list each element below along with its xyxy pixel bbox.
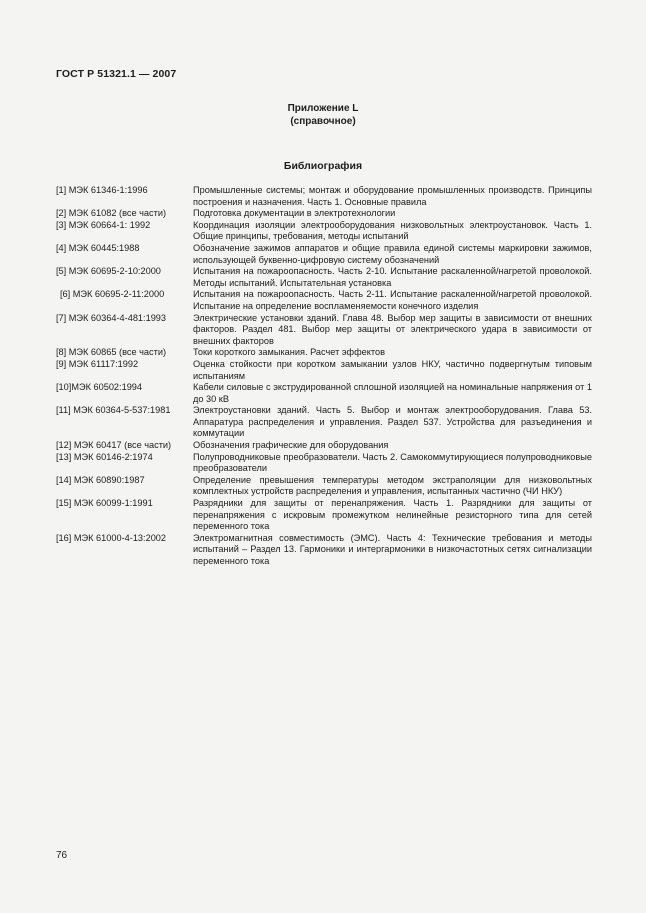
entry-reference: [13] МЭК 60146-2:1974 — [56, 451, 153, 462]
entry-description: Оценка стойкости при коротком замыкании узлов НКУ, частично подвергнутым типовым испытаниям — [193, 358, 592, 381]
entry-reference: [10]МЭК 60502:1994 — [56, 382, 143, 393]
bibliography-entry — [56, 382, 592, 405]
bibliography-entry — [56, 452, 592, 475]
bibliography-title: Библиография — [283, 160, 363, 172]
entry-reference: [1] МЭК 61346-1:1996 — [56, 185, 148, 195]
bibliography-entry — [56, 243, 592, 266]
bibliography-entry — [56, 313, 592, 348]
appendix-heading — [0, 102, 646, 128]
entry-reference: [16] МЭК 61000-4-13:2002 — [56, 532, 167, 543]
entry-reference: [3] МЭК 60664-1: 1992 — [56, 219, 151, 230]
entry-reference: [7] МЭК 60364-4-481:1993 — [56, 312, 167, 323]
entry-description: Испытания на пожароопасность. Часть 2-11. Испытание раскаленной/нагретой проволокой. Испытание на определение воспламеняемости конечного изделия — [193, 289, 592, 311]
bibliography-entry — [56, 266, 592, 289]
entry-description: Токи короткого замыкания. Расчет эффектов — [193, 347, 385, 358]
entry-reference: [2] МЭК 61082 (все части) — [56, 208, 167, 219]
entry-reference: [6] МЭК 60695-2-11:2000 — [60, 289, 165, 300]
entry-reference: [15] МЭК 60099-1:1991 — [56, 498, 153, 509]
entry-description: Кабели силовые с экструдированной сплошной изоляцией на номинальные напряжения от 1 до 30 кВ — [193, 382, 592, 404]
entry-description: Электроустановки зданий. Часть 5. Выбор и монтаж электрооборудования. Глава 53. Аппаратура распределения и управления. Раздел 537. Устройства для разъединения и коммутации — [193, 405, 592, 439]
entry-description: Электромагнитная совместимость (ЭМС). Часть 4: Технические требования и методы испытаний – Раздел 13. Гармоники и интергармоники в низкочастотных сетях сигнализации переменного тока — [193, 532, 592, 566]
entry-description: Испытания на пожароопасность. Часть 2-10. Испытание раскаленной/нагретой проволокой. Методы испытаний. Испытательная установка — [193, 266, 592, 288]
bibliography-list — [56, 185, 592, 568]
appendix-title: Приложение L — [287, 103, 359, 114]
entry-reference: [11] МЭК 60364-5-537:1981 — [56, 405, 171, 416]
entry-description: Обозначения графические для оборудования — [193, 440, 389, 451]
entry-description: Координация изоляции электрооборудования низковольтных электроустановок. Часть 1. Общие принципы, требования, методы испытаний — [193, 219, 592, 242]
entry-reference: [8] МЭК 60865 (все части) — [56, 347, 167, 358]
entry-reference: [12] МЭК 60417 (все части) — [56, 440, 172, 451]
bibliography-entry — [56, 405, 592, 440]
bibliography-entry — [56, 440, 592, 452]
entry-description: Подготовка документации в электротехнологии — [193, 208, 396, 219]
page-number: 76 — [56, 850, 68, 861]
entry-description: Промышленные системы; монтаж и оборудование промышленных производств. Принципы построения и назначения. Часть 1. Основные правила — [193, 185, 592, 207]
entry-reference: [9] МЭК 61117:1992 — [56, 358, 139, 369]
entry-description: Полупроводниковые преобразователи. Часть 2. Самокоммутирующиеся полупроводниковые преобразователи — [193, 451, 592, 474]
entry-description: Определение превышения температуры методом экстраполяции для низковольтных комплектных устройств распределения и управления, испытанных частично (ЧИ НКУ) — [193, 474, 592, 497]
entry-description: Обозначение зажимов аппаратов и общие правила единой системы маркировки зажимов, использующей буквенно-цифровую систему обозначений — [193, 242, 592, 265]
entry-description: Разрядники для защиты от перенапряжения. Часть 1. Разрядники для защиты от перенапряжения с искровым промежутком нелинейные резисторного типа для сетей переменного тока — [193, 498, 592, 532]
bibliography-entry — [56, 185, 592, 208]
bibliography-entry — [56, 533, 592, 568]
bibliography-entry — [56, 498, 592, 533]
bibliography-entry — [56, 347, 592, 359]
entry-description: Электрические установки зданий. Глава 48. Выбор мер защиты в зависимости от внешних факторов. Раздел 481. Выбор мер защиты от электрического удара в зависимости от внешних факторов — [193, 312, 592, 346]
bibliography-entry — [56, 220, 592, 243]
entry-reference: [4] МЭК 60445:1988 — [56, 242, 140, 253]
bibliography-entry — [56, 359, 592, 382]
bibliography-entry — [56, 475, 592, 498]
entry-reference: [14] МЭК 60890:1987 — [56, 474, 145, 485]
appendix-subtitle: (справочное) — [290, 116, 356, 127]
bibliography-entry — [56, 208, 592, 220]
document-header: ГОСТ Р 51321.1 — 2007 — [56, 68, 177, 80]
bibliography-entry — [56, 289, 592, 312]
entry-reference: [5] МЭК 60695-2-10:2000 — [56, 266, 161, 277]
